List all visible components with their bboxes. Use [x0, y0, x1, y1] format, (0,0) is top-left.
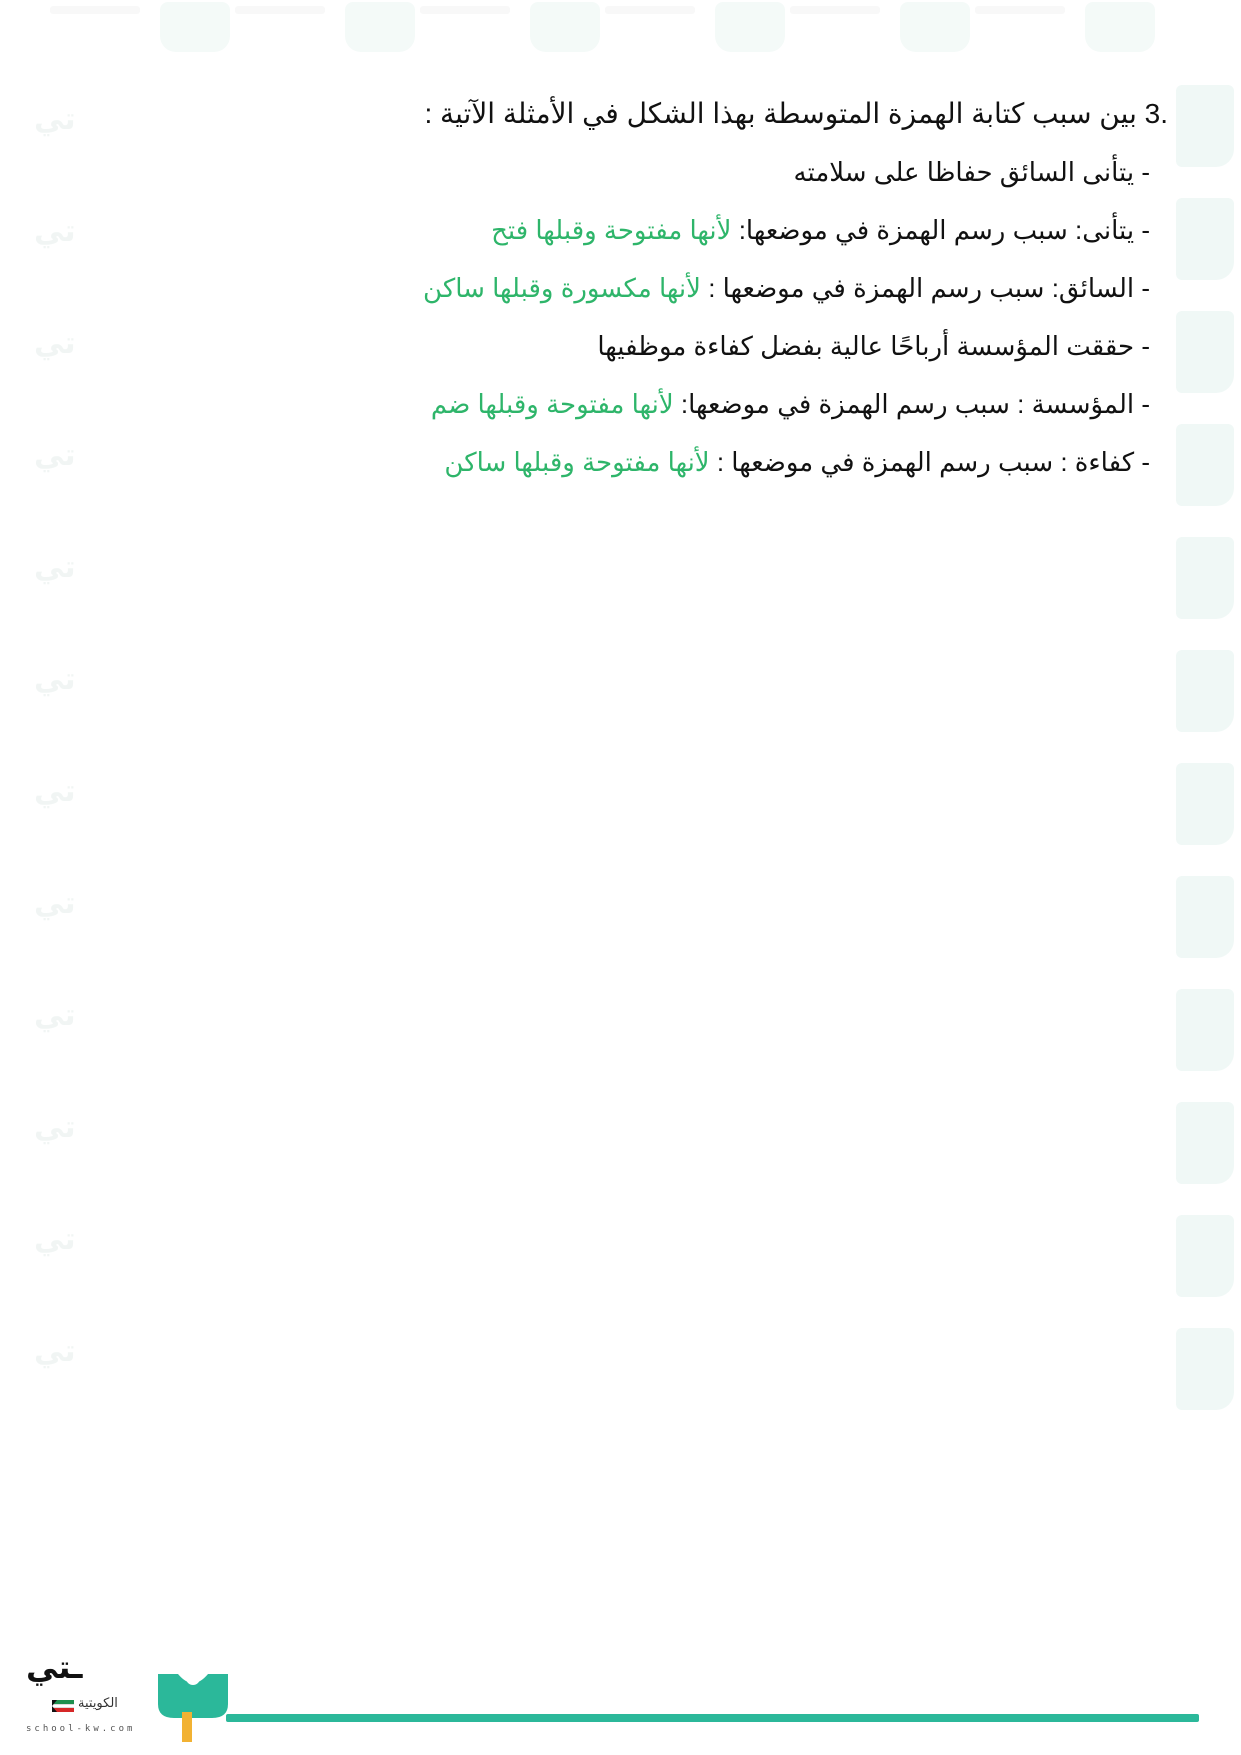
- watermark-logo-icon: تي: [34, 102, 76, 137]
- watermark-logo-icon: [1176, 876, 1234, 958]
- line-text: يتأنى السائق حفاظا على سلامته: [793, 157, 1135, 187]
- answer-line-2: [168, 269, 1168, 307]
- watermark-logo-icon: [530, 2, 600, 52]
- line-text: السائق: سبب رسم الهمزة في موضعها :: [700, 273, 1135, 303]
- answer-line-4: [168, 443, 1168, 481]
- watermark-logo-icon: [1176, 1102, 1234, 1184]
- watermark-logo-icon: تي: [34, 662, 76, 697]
- logo-url: school-kw.com: [26, 1724, 136, 1734]
- watermark-logo-icon: [1176, 763, 1234, 845]
- site-logo: [20, 1648, 220, 1748]
- watermark-label: [975, 6, 1065, 14]
- footer-divider-bar: [226, 1714, 1199, 1722]
- watermark-logo-icon: [900, 2, 970, 52]
- logo-subtitle: الكويتية: [78, 1696, 118, 1711]
- watermark-label: [605, 6, 695, 14]
- watermark-logo-icon: [1176, 424, 1234, 506]
- watermark-logo-icon: تي: [34, 438, 76, 473]
- line-dash: -: [1134, 215, 1150, 245]
- watermark-logo-icon: [1176, 1328, 1234, 1410]
- line-dash: -: [1134, 389, 1150, 419]
- line-dash: -: [1134, 331, 1150, 361]
- line-dash: -: [1134, 447, 1150, 477]
- watermark-logo-icon: تي: [34, 886, 76, 921]
- watermark-logo-icon: [160, 2, 230, 52]
- answer-line-3: [168, 385, 1168, 423]
- watermark-label: [790, 6, 880, 14]
- watermark-logo-icon: تي: [34, 550, 76, 585]
- watermark-logo-icon: [1176, 198, 1234, 280]
- answer-text: لأنها مكسورة وقبلها ساكن: [423, 273, 701, 303]
- watermark-logo-icon: تي: [34, 774, 76, 809]
- example-sentence-1: [168, 153, 1168, 191]
- watermark-logo-icon: [1085, 2, 1155, 52]
- line-text: المؤسسة : سبب رسم الهمزة في موضعها:: [673, 389, 1135, 419]
- watermark-label: [420, 6, 510, 14]
- logo-wordmark: ـتي: [26, 1648, 83, 1686]
- book-logo-icon: [156, 1674, 230, 1720]
- line-text: يتأنى: سبب رسم الهمزة في موضعها:: [731, 215, 1135, 245]
- example-sentence-2: [168, 327, 1168, 365]
- watermark-logo-icon: تي: [34, 998, 76, 1033]
- watermark-logo-icon: [1176, 311, 1234, 393]
- answer-line-1: [168, 211, 1168, 249]
- question-number: 3.: [1144, 98, 1168, 129]
- watermark-logo-icon: تي: [34, 214, 76, 249]
- bookmark-icon: [182, 1712, 192, 1742]
- watermark-logo-icon: [1176, 650, 1234, 732]
- watermark-logo-icon: [715, 2, 785, 52]
- watermark-logo-icon: [1176, 85, 1234, 167]
- question-text: بين سبب كتابة الهمزة المتوسطة بهذا الشكل في الأمثلة الآتية :: [424, 98, 1137, 129]
- watermark-logo-icon: [345, 2, 415, 52]
- line-dash: -: [1134, 273, 1150, 303]
- line-dash: -: [1134, 157, 1150, 187]
- watermark-top-row: [30, 0, 1241, 55]
- watermark-logo-icon: [1176, 1215, 1234, 1297]
- line-text: حققت المؤسسة أرباحًا عالية بفضل كفاءة موظفيها: [597, 331, 1135, 361]
- answer-text: لأنها مفتوحة وقبلها ساكن: [444, 447, 710, 477]
- line-text: كفاءة : سبب رسم الهمزة في موضعها :: [709, 447, 1135, 477]
- answer-text: لأنها مفتوحة وقبلها فتح: [491, 215, 732, 245]
- watermark-logo-icon: تي: [34, 1334, 76, 1369]
- watermark-logo-icon: [1176, 537, 1234, 619]
- watermark-logo-icon: تي: [34, 326, 76, 361]
- watermark-logo-icon: تي: [34, 1110, 76, 1145]
- watermark-label: [235, 6, 325, 14]
- answer-text: لأنها مفتوحة وقبلها ضم: [430, 389, 674, 419]
- watermark-label: [50, 6, 140, 14]
- kuwait-flag-icon: [52, 1700, 74, 1712]
- question-heading: [168, 95, 1168, 133]
- watermark-logo-icon: تي: [34, 1222, 76, 1257]
- watermark-logo-icon: [1176, 989, 1234, 1071]
- worksheet-content: [168, 95, 1168, 501]
